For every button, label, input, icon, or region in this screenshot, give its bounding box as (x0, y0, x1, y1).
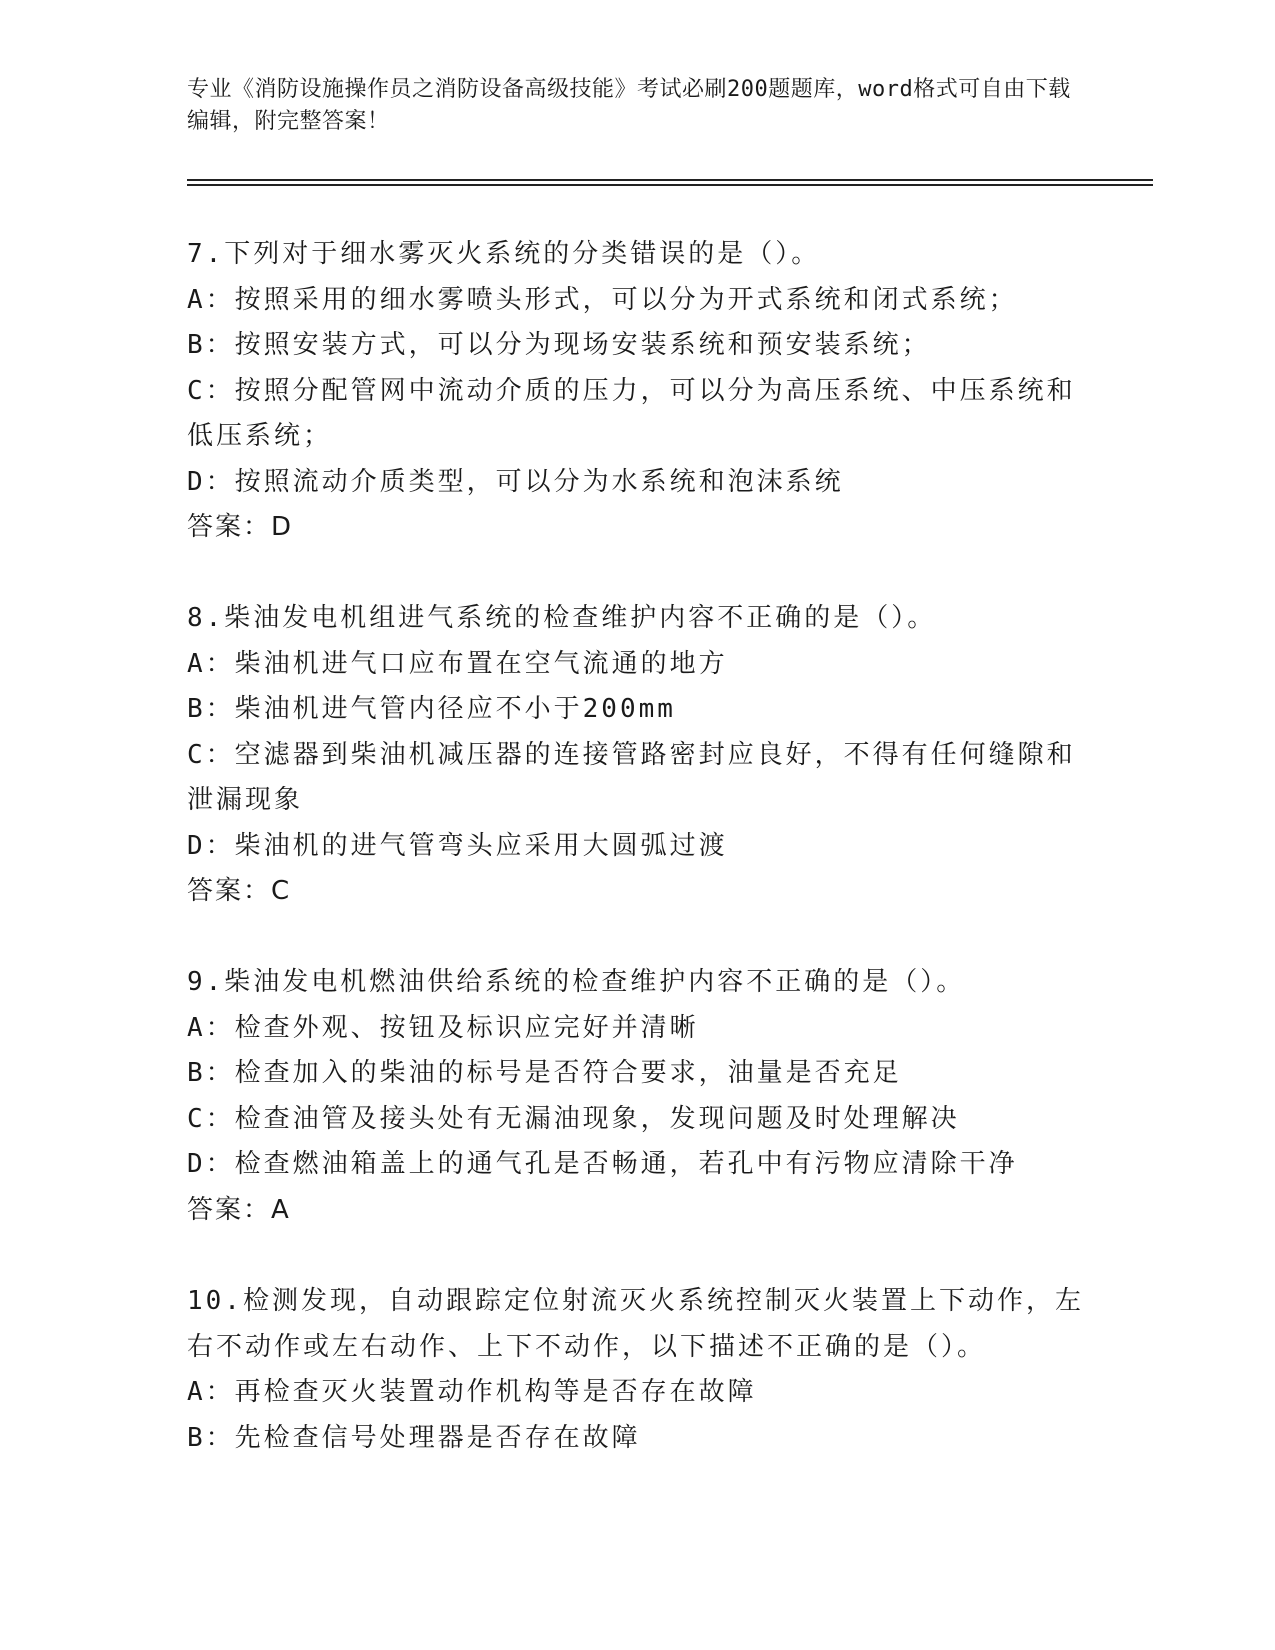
option-c-continued: 低压系统； (187, 421, 333, 451)
option-b: B：先检查信号处理器是否存在故障 (187, 1422, 641, 1453)
option-b: B：检查加入的柴油的标号是否符合要求，油量是否充足 (187, 1058, 902, 1088)
question-stem: 8.柴油发电机组进气系统的检查维护内容不正确的是（）。 (187, 603, 937, 633)
question-9 (187, 960, 1087, 1233)
question-stem: 10.检测发现，自动跟踪定位射流灭火系统控制灭火装置上下动作，左 (187, 1286, 1084, 1316)
option-b: B：按照安装方式，可以分为现场安装系统和预安装系统； (187, 330, 931, 360)
question-10 (187, 1279, 1087, 1461)
option-c: C：空滤器到柴油机减压器的连接管路密封应良好，不得有任何缝隙和 (187, 739, 1076, 770)
answer: 答案：C (187, 876, 292, 906)
option-c-continued: 泄漏现象 (187, 785, 304, 815)
question-stem-continued: 右不动作或左右动作、上下不动作，以下描述不正确的是（）。 (187, 1331, 987, 1362)
answer: 答案：A (187, 1194, 291, 1225)
option-d: D：按照流动介质类型，可以分为水系统和泡沫系统 (187, 466, 844, 497)
document-header (187, 74, 1087, 138)
header-divider-bottom (187, 184, 1153, 186)
option-c: C：检查油管及接头处有无漏油现象，发现问题及时处理解决 (187, 1103, 960, 1134)
question-8 (187, 596, 1087, 915)
header-divider-top (187, 179, 1153, 181)
option-a: A：柴油机进气口应布置在空气流通的地方 (187, 648, 728, 679)
question-stem: 9.柴油发电机燃油供给系统的检查维护内容不正确的是（）。 (187, 967, 966, 997)
option-d: D：柴油机的进气管弯头应采用大圆弧过渡 (187, 830, 728, 861)
option-a: A：再检查灭火装置动作机构等是否存在故障 (187, 1377, 757, 1407)
answer: 答案：D (187, 512, 294, 542)
header-text: 专业《消防设施操作员之消防设备高级技能》考试必刷200题题库，word格式可自由下载编辑，附完整答案！ (187, 77, 1071, 134)
option-d: D：检查燃油箱盖上的通气孔是否畅通，若孔中有污物应清除干净 (187, 1149, 1018, 1179)
option-a: A：按照采用的细水雾喷头形式，可以分为开式系统和闭式系统； (187, 284, 1018, 315)
question-stem: 7.下列对于细水雾灭火系统的分类错误的是（）。 (187, 239, 821, 269)
option-c: C：按照分配管网中流动介质的压力，可以分为高压系统、中压系统和 (187, 375, 1076, 406)
option-b: B：柴油机进气管内径应不小于200mm (187, 694, 676, 724)
question-7 (187, 232, 1087, 551)
option-a: A：检查外观、按钮及标识应完好并清晰 (187, 1012, 699, 1043)
